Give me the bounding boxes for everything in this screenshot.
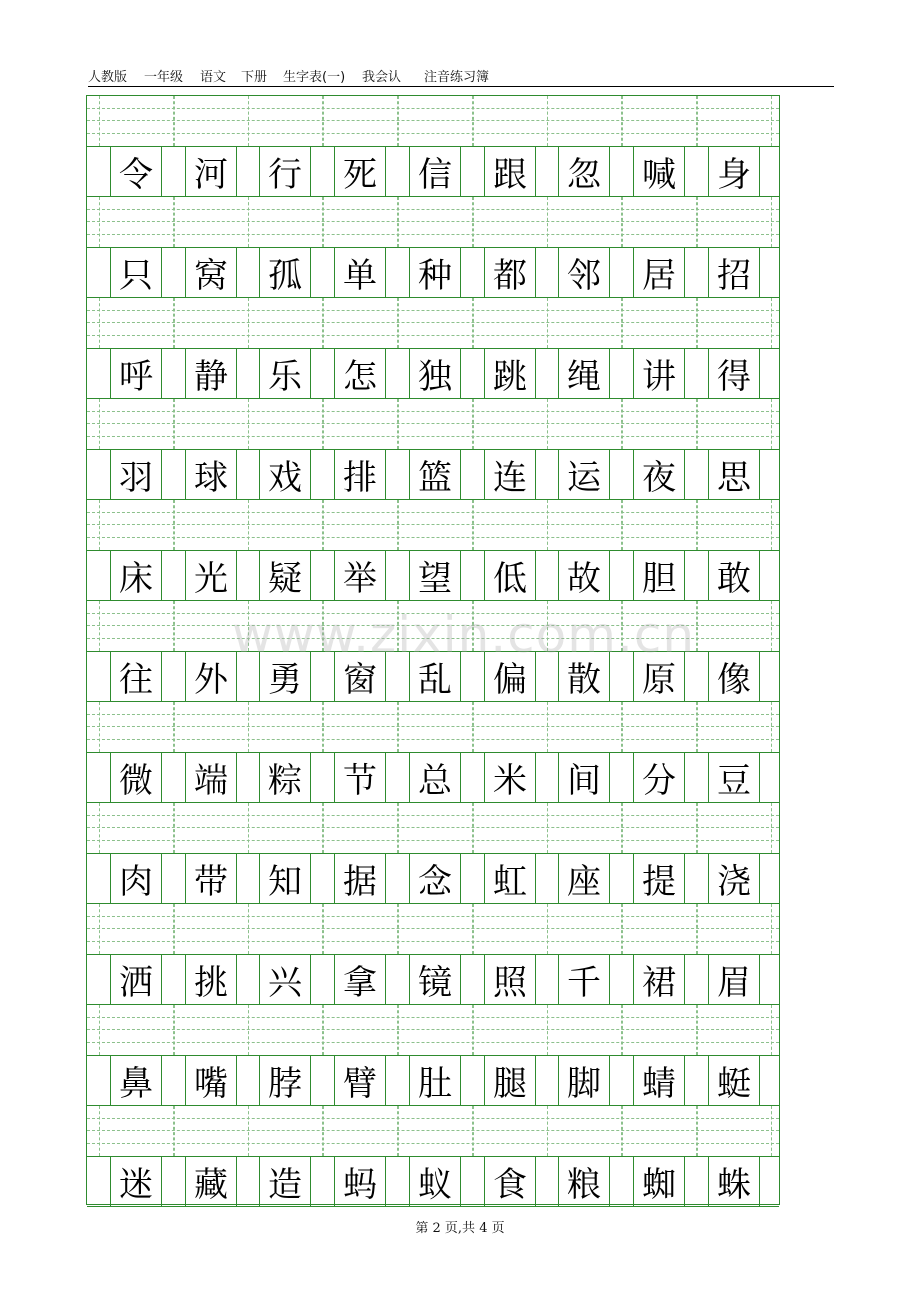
pinyin-band xyxy=(87,803,779,853)
pinyin-divider xyxy=(323,298,324,348)
character-cell: 呼 xyxy=(110,349,162,398)
pinyin-band xyxy=(87,702,779,752)
pinyin-band xyxy=(87,197,779,247)
pinyin-divider xyxy=(398,197,399,247)
pinyin-guide-line xyxy=(87,827,779,828)
pinyin-divider xyxy=(771,601,772,651)
pinyin-divider xyxy=(697,1106,698,1156)
pinyin-divider xyxy=(323,197,324,247)
character-cell: 肉 xyxy=(110,854,162,903)
pinyin-divider xyxy=(323,399,324,449)
character-cell: 床 xyxy=(110,551,162,600)
character-cell: 外 xyxy=(185,652,237,701)
character-cell: 微 xyxy=(110,753,162,802)
character-cell: 镜 xyxy=(409,955,461,1004)
pinyin-divider xyxy=(99,601,100,651)
pinyin-guide-line xyxy=(87,221,779,222)
pinyin-divider xyxy=(398,96,399,146)
character-cell: 挑 xyxy=(185,955,237,1004)
pinyin-divider xyxy=(398,500,399,550)
pinyin-divider xyxy=(622,803,623,853)
character-cell: 座 xyxy=(558,854,610,903)
pinyin-guide-line xyxy=(87,310,779,311)
header-section: 我会认 xyxy=(362,70,402,85)
character-cell: 忽 xyxy=(558,147,610,196)
character-cell: 跟 xyxy=(484,147,536,196)
pinyin-guide-line xyxy=(87,423,779,424)
pinyin-divider xyxy=(547,96,548,146)
pinyin-divider xyxy=(248,298,249,348)
character-cell: 连 xyxy=(484,450,536,499)
character-cell: 故 xyxy=(558,551,610,600)
pinyin-divider xyxy=(697,904,698,954)
pinyin-guide-line xyxy=(87,840,779,841)
pinyin-divider xyxy=(473,1106,474,1156)
character-cell: 行 xyxy=(259,147,311,196)
pinyin-divider xyxy=(697,500,698,550)
character-cell: 粽 xyxy=(259,753,311,802)
character-row xyxy=(87,853,779,904)
pinyin-divider xyxy=(174,1106,175,1156)
pinyin-divider xyxy=(174,197,175,247)
pinyin-divider xyxy=(174,601,175,651)
character-row xyxy=(87,752,779,803)
character-cell: 思 xyxy=(708,450,760,499)
pinyin-divider xyxy=(323,1005,324,1055)
pinyin-divider xyxy=(547,702,548,752)
pinyin-divider xyxy=(248,399,249,449)
pinyin-divider xyxy=(398,1106,399,1156)
pinyin-divider xyxy=(771,1005,772,1055)
pinyin-guide-line xyxy=(87,436,779,437)
pinyin-divider xyxy=(473,500,474,550)
character-cell: 拿 xyxy=(334,955,386,1004)
character-row xyxy=(87,449,779,500)
character-cell: 蚂 xyxy=(334,1157,386,1206)
character-cell: 像 xyxy=(708,652,760,701)
character-cell: 脚 xyxy=(558,1056,610,1105)
character-row xyxy=(87,247,779,298)
character-cell: 窗 xyxy=(334,652,386,701)
pinyin-divider xyxy=(473,702,474,752)
pinyin-divider xyxy=(771,298,772,348)
character-cell: 臂 xyxy=(334,1056,386,1105)
character-row xyxy=(87,954,779,1005)
header-grade: 一年级 xyxy=(144,70,184,85)
character-cell: 原 xyxy=(633,652,685,701)
pinyin-divider xyxy=(248,702,249,752)
pinyin-guide-line xyxy=(87,524,779,525)
pinyin-divider xyxy=(547,500,548,550)
pinyin-divider xyxy=(771,500,772,550)
pinyin-guide-line xyxy=(87,916,779,917)
character-cell: 豆 xyxy=(708,753,760,802)
pinyin-divider xyxy=(248,1005,249,1055)
pinyin-guide-line xyxy=(87,512,779,513)
pinyin-guide-line xyxy=(87,714,779,715)
character-cell: 蛛 xyxy=(708,1157,760,1206)
character-cell: 招 xyxy=(708,248,760,297)
pinyin-band xyxy=(87,399,779,449)
pinyin-divider xyxy=(622,96,623,146)
pinyin-divider xyxy=(174,904,175,954)
character-cell: 独 xyxy=(409,349,461,398)
character-cell: 排 xyxy=(334,450,386,499)
pinyin-divider xyxy=(473,1005,474,1055)
page-footer: 第 2 页,共 4 页 xyxy=(415,1221,505,1236)
pinyin-divider xyxy=(771,1106,772,1156)
pinyin-divider xyxy=(398,399,399,449)
character-cell: 粮 xyxy=(558,1157,610,1206)
pinyin-divider xyxy=(697,399,698,449)
pinyin-divider xyxy=(323,803,324,853)
pinyin-divider xyxy=(473,96,474,146)
character-cell: 跳 xyxy=(484,349,536,398)
character-cell: 虹 xyxy=(484,854,536,903)
pinyin-guide-line xyxy=(87,411,779,412)
pinyin-guide-line xyxy=(87,108,779,109)
pinyin-divider xyxy=(174,500,175,550)
pinyin-guide-line xyxy=(87,941,779,942)
pinyin-band xyxy=(87,1106,779,1156)
pinyin-divider xyxy=(398,702,399,752)
character-row xyxy=(87,1156,779,1207)
pinyin-divider xyxy=(697,96,698,146)
pinyin-guide-line xyxy=(87,726,779,727)
pinyin-divider xyxy=(323,904,324,954)
pinyin-guide-line xyxy=(87,1143,779,1144)
character-cell: 节 xyxy=(334,753,386,802)
character-cell: 带 xyxy=(185,854,237,903)
character-cell: 信 xyxy=(409,147,461,196)
pinyin-divider xyxy=(174,298,175,348)
character-cell: 低 xyxy=(484,551,536,600)
pinyin-guide-line xyxy=(87,928,779,929)
pinyin-divider xyxy=(697,702,698,752)
pinyin-divider xyxy=(473,904,474,954)
character-cell: 疑 xyxy=(259,551,311,600)
character-cell: 散 xyxy=(558,652,610,701)
character-cell: 种 xyxy=(409,248,461,297)
pinyin-divider xyxy=(99,500,100,550)
pinyin-divider xyxy=(547,298,548,348)
character-cell: 勇 xyxy=(259,652,311,701)
character-cell: 河 xyxy=(185,147,237,196)
watermark: www.zixin.com.cn xyxy=(232,606,696,664)
header-term: 下册 xyxy=(241,70,268,85)
pinyin-divider xyxy=(99,803,100,853)
pinyin-divider xyxy=(323,500,324,550)
pinyin-divider xyxy=(547,197,548,247)
pinyin-guide-line xyxy=(87,537,779,538)
character-cell: 绳 xyxy=(558,349,610,398)
character-cell: 食 xyxy=(484,1157,536,1206)
pinyin-divider xyxy=(697,197,698,247)
character-cell: 往 xyxy=(110,652,162,701)
pinyin-guide-line xyxy=(87,1118,779,1119)
pinyin-divider xyxy=(174,399,175,449)
pinyin-divider xyxy=(248,500,249,550)
character-cell: 总 xyxy=(409,753,461,802)
character-cell: 偏 xyxy=(484,652,536,701)
pinyin-divider xyxy=(174,702,175,752)
pinyin-band xyxy=(87,96,779,146)
pinyin-divider xyxy=(697,601,698,651)
character-cell: 夜 xyxy=(633,450,685,499)
header-table-name: 生字表(一) xyxy=(283,70,346,85)
character-cell: 胆 xyxy=(633,551,685,600)
pinyin-guide-line xyxy=(87,120,779,121)
character-cell: 羽 xyxy=(110,450,162,499)
character-cell: 蜓 xyxy=(708,1056,760,1105)
character-row xyxy=(87,550,779,601)
character-cell: 身 xyxy=(708,147,760,196)
pinyin-divider xyxy=(398,904,399,954)
character-cell: 喊 xyxy=(633,147,685,196)
character-cell: 嘴 xyxy=(185,1056,237,1105)
pinyin-band xyxy=(87,298,779,348)
pinyin-divider xyxy=(99,1106,100,1156)
pinyin-divider xyxy=(697,298,698,348)
pinyin-divider xyxy=(622,197,623,247)
character-cell: 都 xyxy=(484,248,536,297)
character-cell: 据 xyxy=(334,854,386,903)
character-cell: 只 xyxy=(110,248,162,297)
character-cell: 乱 xyxy=(409,652,461,701)
character-cell: 知 xyxy=(259,854,311,903)
pinyin-divider xyxy=(99,702,100,752)
character-cell: 运 xyxy=(558,450,610,499)
header-workbook: 注音练习簿 xyxy=(424,70,490,85)
pinyin-guide-line xyxy=(87,1042,779,1043)
pinyin-divider xyxy=(771,803,772,853)
character-cell: 篮 xyxy=(409,450,461,499)
character-cell: 蚁 xyxy=(409,1157,461,1206)
pinyin-divider xyxy=(323,702,324,752)
character-cell: 得 xyxy=(708,349,760,398)
character-cell: 死 xyxy=(334,147,386,196)
pinyin-divider xyxy=(771,399,772,449)
character-cell: 举 xyxy=(334,551,386,600)
character-cell: 蜘 xyxy=(633,1157,685,1206)
character-cell: 间 xyxy=(558,753,610,802)
pinyin-divider xyxy=(771,702,772,752)
header-publisher: 人教版 xyxy=(88,70,128,85)
character-cell: 光 xyxy=(185,551,237,600)
pinyin-divider xyxy=(99,197,100,247)
pinyin-divider xyxy=(99,1005,100,1055)
character-row xyxy=(87,348,779,399)
character-cell: 望 xyxy=(409,551,461,600)
pinyin-guide-line xyxy=(87,739,779,740)
character-cell: 念 xyxy=(409,854,461,903)
pinyin-divider xyxy=(697,1005,698,1055)
pinyin-divider xyxy=(473,803,474,853)
pinyin-divider xyxy=(398,803,399,853)
pinyin-guide-line xyxy=(87,322,779,323)
pinyin-guide-line xyxy=(87,1017,779,1018)
pinyin-divider xyxy=(771,904,772,954)
character-cell: 洒 xyxy=(110,955,162,1004)
character-cell: 提 xyxy=(633,854,685,903)
pinyin-divider xyxy=(99,399,100,449)
pinyin-divider xyxy=(323,96,324,146)
character-cell: 端 xyxy=(185,753,237,802)
pinyin-band xyxy=(87,1005,779,1055)
pinyin-guide-line xyxy=(87,335,779,336)
pinyin-divider xyxy=(248,1106,249,1156)
pinyin-divider xyxy=(398,298,399,348)
pinyin-guide-line xyxy=(87,1029,779,1030)
character-cell: 千 xyxy=(558,955,610,1004)
pinyin-band xyxy=(87,904,779,954)
character-cell: 乐 xyxy=(259,349,311,398)
character-cell: 米 xyxy=(484,753,536,802)
pinyin-divider xyxy=(622,904,623,954)
pinyin-band xyxy=(87,500,779,550)
character-cell: 静 xyxy=(185,349,237,398)
pinyin-divider xyxy=(248,904,249,954)
character-cell: 孤 xyxy=(259,248,311,297)
pinyin-divider xyxy=(771,197,772,247)
pinyin-divider xyxy=(398,1005,399,1055)
pinyin-divider xyxy=(473,298,474,348)
page-header xyxy=(88,66,834,87)
header-subject: 语文 xyxy=(200,70,227,85)
pinyin-divider xyxy=(174,803,175,853)
pinyin-divider xyxy=(697,803,698,853)
character-cell: 眉 xyxy=(708,955,760,1004)
character-cell: 兴 xyxy=(259,955,311,1004)
character-cell: 迷 xyxy=(110,1157,162,1206)
character-cell: 敢 xyxy=(708,551,760,600)
pinyin-divider xyxy=(622,399,623,449)
pinyin-divider xyxy=(99,298,100,348)
character-cell: 怎 xyxy=(334,349,386,398)
character-row xyxy=(87,146,779,197)
pinyin-divider xyxy=(547,399,548,449)
pinyin-divider xyxy=(248,96,249,146)
pinyin-divider xyxy=(547,1005,548,1055)
pinyin-guide-line xyxy=(87,815,779,816)
pinyin-divider xyxy=(622,500,623,550)
pinyin-divider xyxy=(174,96,175,146)
pinyin-divider xyxy=(547,1106,548,1156)
pinyin-guide-line xyxy=(87,133,779,134)
character-cell: 照 xyxy=(484,955,536,1004)
character-cell: 肚 xyxy=(409,1056,461,1105)
pinyin-guide-line xyxy=(87,209,779,210)
character-cell: 藏 xyxy=(185,1157,237,1206)
pinyin-divider xyxy=(174,1005,175,1055)
pinyin-divider xyxy=(622,702,623,752)
character-cell: 裙 xyxy=(633,955,685,1004)
pinyin-divider xyxy=(547,904,548,954)
character-cell: 讲 xyxy=(633,349,685,398)
character-cell: 造 xyxy=(259,1157,311,1206)
pinyin-guide-line xyxy=(87,234,779,235)
pinyin-divider xyxy=(473,399,474,449)
pinyin-divider xyxy=(622,1106,623,1156)
pinyin-divider xyxy=(248,803,249,853)
character-cell: 邻 xyxy=(558,248,610,297)
character-cell: 脖 xyxy=(259,1056,311,1105)
character-cell: 腿 xyxy=(484,1056,536,1105)
character-cell: 单 xyxy=(334,248,386,297)
pinyin-divider xyxy=(622,298,623,348)
pinyin-divider xyxy=(99,96,100,146)
pinyin-divider xyxy=(547,803,548,853)
character-cell: 居 xyxy=(633,248,685,297)
character-cell: 窝 xyxy=(185,248,237,297)
character-cell: 鼻 xyxy=(110,1056,162,1105)
character-cell: 浇 xyxy=(708,854,760,903)
pinyin-divider xyxy=(771,96,772,146)
character-cell: 分 xyxy=(633,753,685,802)
pinyin-divider xyxy=(622,1005,623,1055)
character-cell: 戏 xyxy=(259,450,311,499)
character-row xyxy=(87,1055,779,1106)
pinyin-divider xyxy=(323,1106,324,1156)
pinyin-divider xyxy=(248,197,249,247)
pinyin-guide-line xyxy=(87,1130,779,1131)
pinyin-divider xyxy=(99,904,100,954)
character-cell: 球 xyxy=(185,450,237,499)
character-cell: 令 xyxy=(110,147,162,196)
pinyin-divider xyxy=(473,197,474,247)
character-cell: 蜻 xyxy=(633,1056,685,1105)
